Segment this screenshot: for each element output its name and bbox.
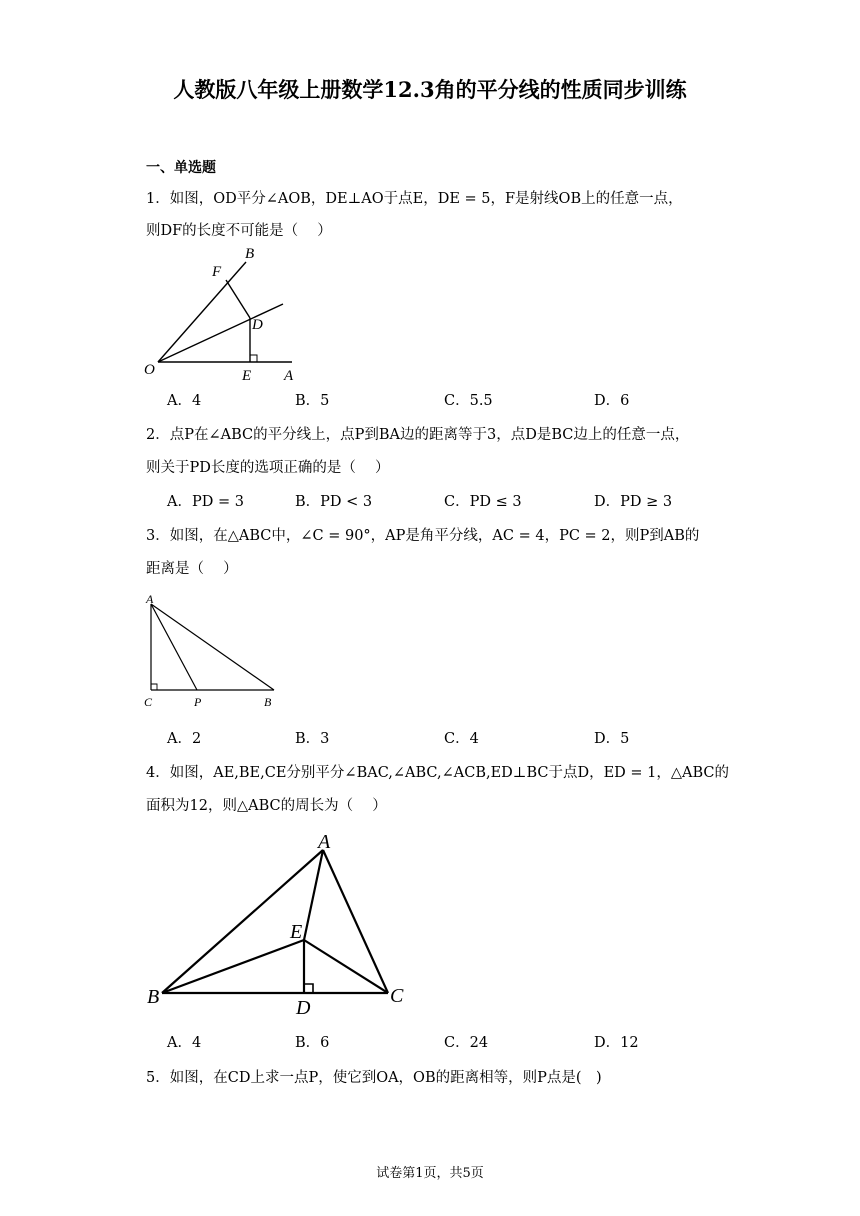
q3-option-b: B．3 <box>295 731 330 747</box>
q2-option-a: A．PD = 3 <box>167 494 244 510</box>
right-angle-mark <box>151 684 157 690</box>
q1-line2: 则DF的长度不可能是（ ） <box>146 223 332 239</box>
q4-line1: 4．如图，AE,BE,CE分别平分∠BAC,∠ABC,∠ACB,ED⊥BC于点D，ED = 1，△ABC的 <box>146 765 730 781</box>
q2-option-b: B．PD < 3 <box>295 494 373 510</box>
label-o: O <box>144 362 155 378</box>
q3-line1: 3．如图，在△ABC中，∠C = 90°，AP是角平分线，AC = 4，PC = 2，则P到AB的 <box>146 528 700 544</box>
label-c: C <box>390 985 404 1007</box>
label-f: F <box>212 264 222 280</box>
bisector-ap <box>151 604 197 690</box>
q1-option-c: C．5.5 <box>444 393 493 409</box>
q1-option-a: A．4 <box>167 393 202 409</box>
label-a: A <box>146 592 154 606</box>
label-b: B <box>147 986 160 1008</box>
q2-line1: 2．点P在∠ABC的平分线上，点P到BA边的距离等于3，点D是BC边上的任意一点， <box>146 427 690 443</box>
q3-option-c: C．4 <box>444 731 479 747</box>
section-heading: 一、单选题 <box>146 160 216 176</box>
q3-option-d: D．5 <box>594 731 630 747</box>
q4-option-b: B．6 <box>295 1035 330 1051</box>
segment-fd <box>226 280 250 318</box>
label-b: B <box>264 695 272 709</box>
q4-line2: 面积为12，则△ABC的周长为（ ） <box>146 798 387 814</box>
right-angle-mark <box>304 984 313 993</box>
label-d: D <box>252 317 263 333</box>
ray-od <box>158 304 283 362</box>
label-a: A <box>318 831 331 853</box>
q5-line1: 5．如图，在CD上求一点P，使它到OA，OB的距离相等，则P点是( ) <box>146 1070 602 1086</box>
q3-figure <box>140 588 290 713</box>
label-b: B <box>245 246 255 262</box>
ray-ob <box>158 262 246 362</box>
label-a: A <box>284 368 294 382</box>
q1-option-b: B．5 <box>295 393 330 409</box>
label-e: E <box>242 368 252 382</box>
q4-option-a: A．4 <box>167 1035 202 1051</box>
q3-line2: 距离是（ ） <box>146 561 238 577</box>
label-e: E <box>290 921 303 943</box>
q4-option-c: C．24 <box>444 1035 489 1051</box>
segment-eb <box>162 940 304 993</box>
q2-option-d: D．PD ≥ 3 <box>594 494 673 510</box>
side-ab <box>151 604 274 690</box>
q4-figure <box>140 826 410 1022</box>
q4-option-d: D．12 <box>594 1035 639 1051</box>
label-c: C <box>144 695 153 709</box>
q3-option-a: A．2 <box>167 731 202 747</box>
q2-option-c: C．PD ≤ 3 <box>444 494 522 510</box>
q1-option-d: D．6 <box>594 393 630 409</box>
page-title: 人教版八年级上册数学12.3角的平分线的性质同步训练 <box>173 77 687 102</box>
page-footer: 试卷第1页，共5页 <box>376 1166 484 1181</box>
label-p: P <box>194 695 202 709</box>
right-angle-mark <box>250 355 257 362</box>
q1-figure <box>140 242 300 382</box>
label-d: D <box>296 997 311 1019</box>
q1-line1: 1．如图，OD平分∠AOB，DE⊥AO于点E，DE = 5，F是射线OB上的任意一点， <box>146 191 683 207</box>
q2-line2: 则关于PD长度的选项正确的是（ ） <box>146 460 390 476</box>
